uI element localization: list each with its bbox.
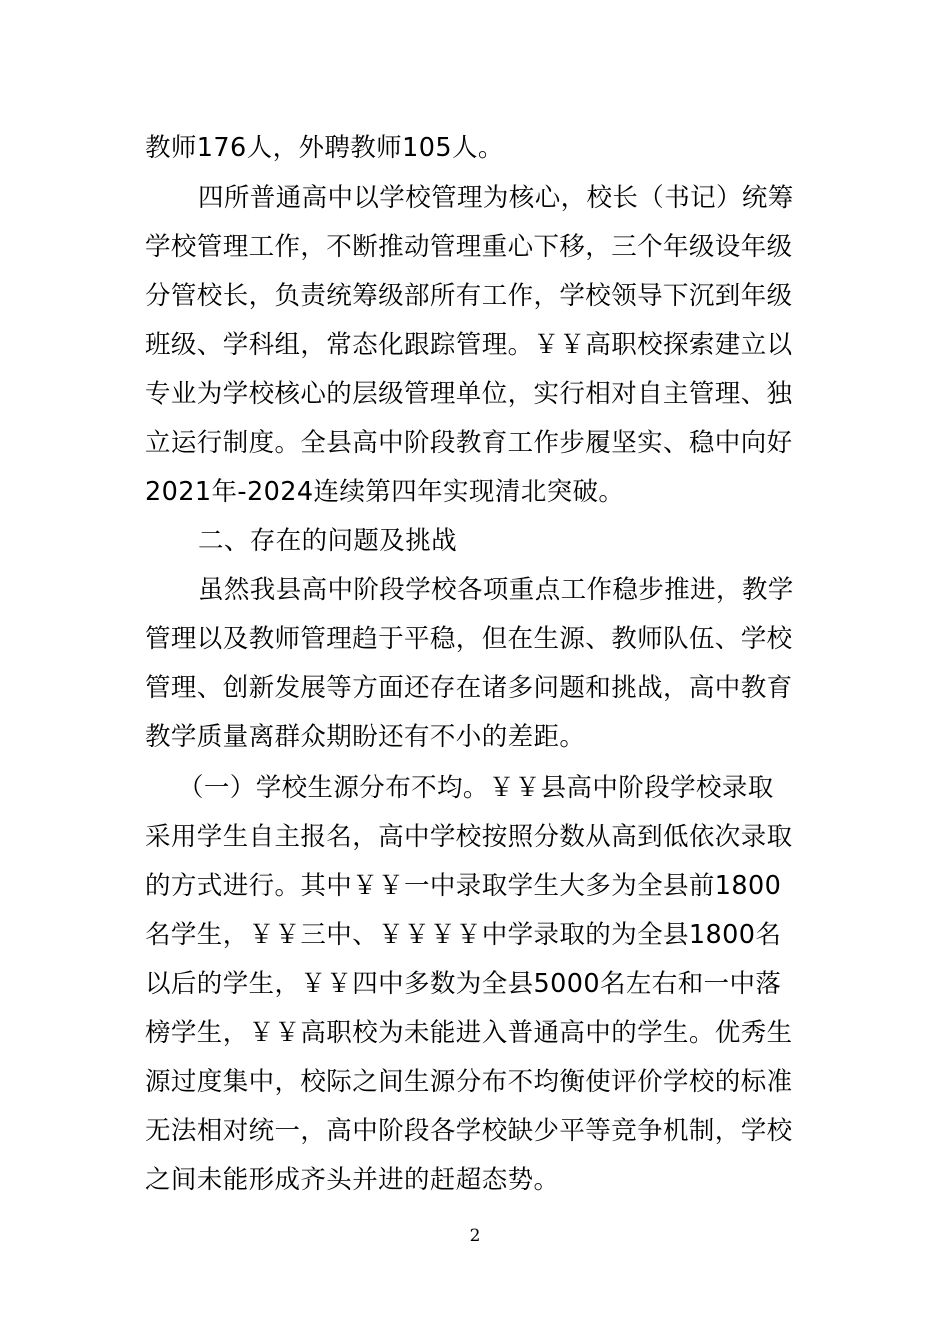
paragraph-line: 之间未能形成齐头并进的赶超态势。: [145, 1165, 560, 1195]
paragraph-line: 教师176人，外聘教师105人。: [145, 133, 504, 163]
paragraph-line: 专业为学校核心的层级管理单位，实行相对自主管理、独: [145, 379, 793, 409]
paragraph-line: 四所普通高中以学校管理为核心，校长（书记）统筹: [198, 183, 794, 213]
section-heading: 二、存在的问题及挑战: [198, 526, 458, 556]
paragraph-line: 虽然我县高中阶段学校各项重点工作稳步推进，教学: [198, 575, 794, 605]
paragraph-line: 的方式进行。其中￥￥一中录取学生大多为全县前1800: [145, 871, 782, 901]
subsection-heading-line: （一）学校生源分布不均。￥￥县高中阶段学校录取: [178, 773, 774, 803]
paragraph-line: 采用学生自主报名，高中学校按照分数从高到低依次录取: [145, 822, 793, 852]
paragraph-line: 以后的学生，￥￥四中多数为全县5000名左右和一中落: [145, 969, 782, 999]
paragraph-line: 榜学生，￥￥高职校为未能进入普通高中的学生。优秀生: [145, 1018, 793, 1048]
paragraph-line: 立运行制度。全县高中阶段教育工作步履坚实、稳中向好: [145, 428, 793, 458]
paragraph-line: 源过度集中，校际之间生源分布不均衡使评价学校的标准: [145, 1067, 793, 1097]
paragraph-line: 班级、学科组，常态化跟踪管理。￥￥高职校探索建立以: [145, 330, 793, 360]
paragraph-line: 名学生，￥￥三中、￥￥￥￥中学录取的为全县1800名: [145, 920, 782, 950]
paragraph-line: 管理、创新发展等方面还存在诸多问题和挑战，高中教育: [145, 673, 793, 703]
page-number: 2: [469, 1226, 481, 1246]
paragraph-line: 分管校长，负责统筹级部所有工作，学校领导下沉到年级: [145, 281, 793, 311]
paragraph-line: 管理以及教师管理趋于平稳，但在生源、教师队伍、学校: [145, 624, 793, 654]
paragraph-line: 无法相对统一，高中阶段各学校缺少平等竞争机制，学校: [145, 1116, 793, 1146]
paragraph-line: 2021年-2024连续第四年实现清北突破。: [145, 477, 625, 507]
paragraph-line: 教学质量离群众期盼还有不小的差距。: [145, 722, 586, 752]
paragraph-line: 学校管理工作，不断推动管理重心下移，三个年级设年级: [145, 232, 793, 262]
